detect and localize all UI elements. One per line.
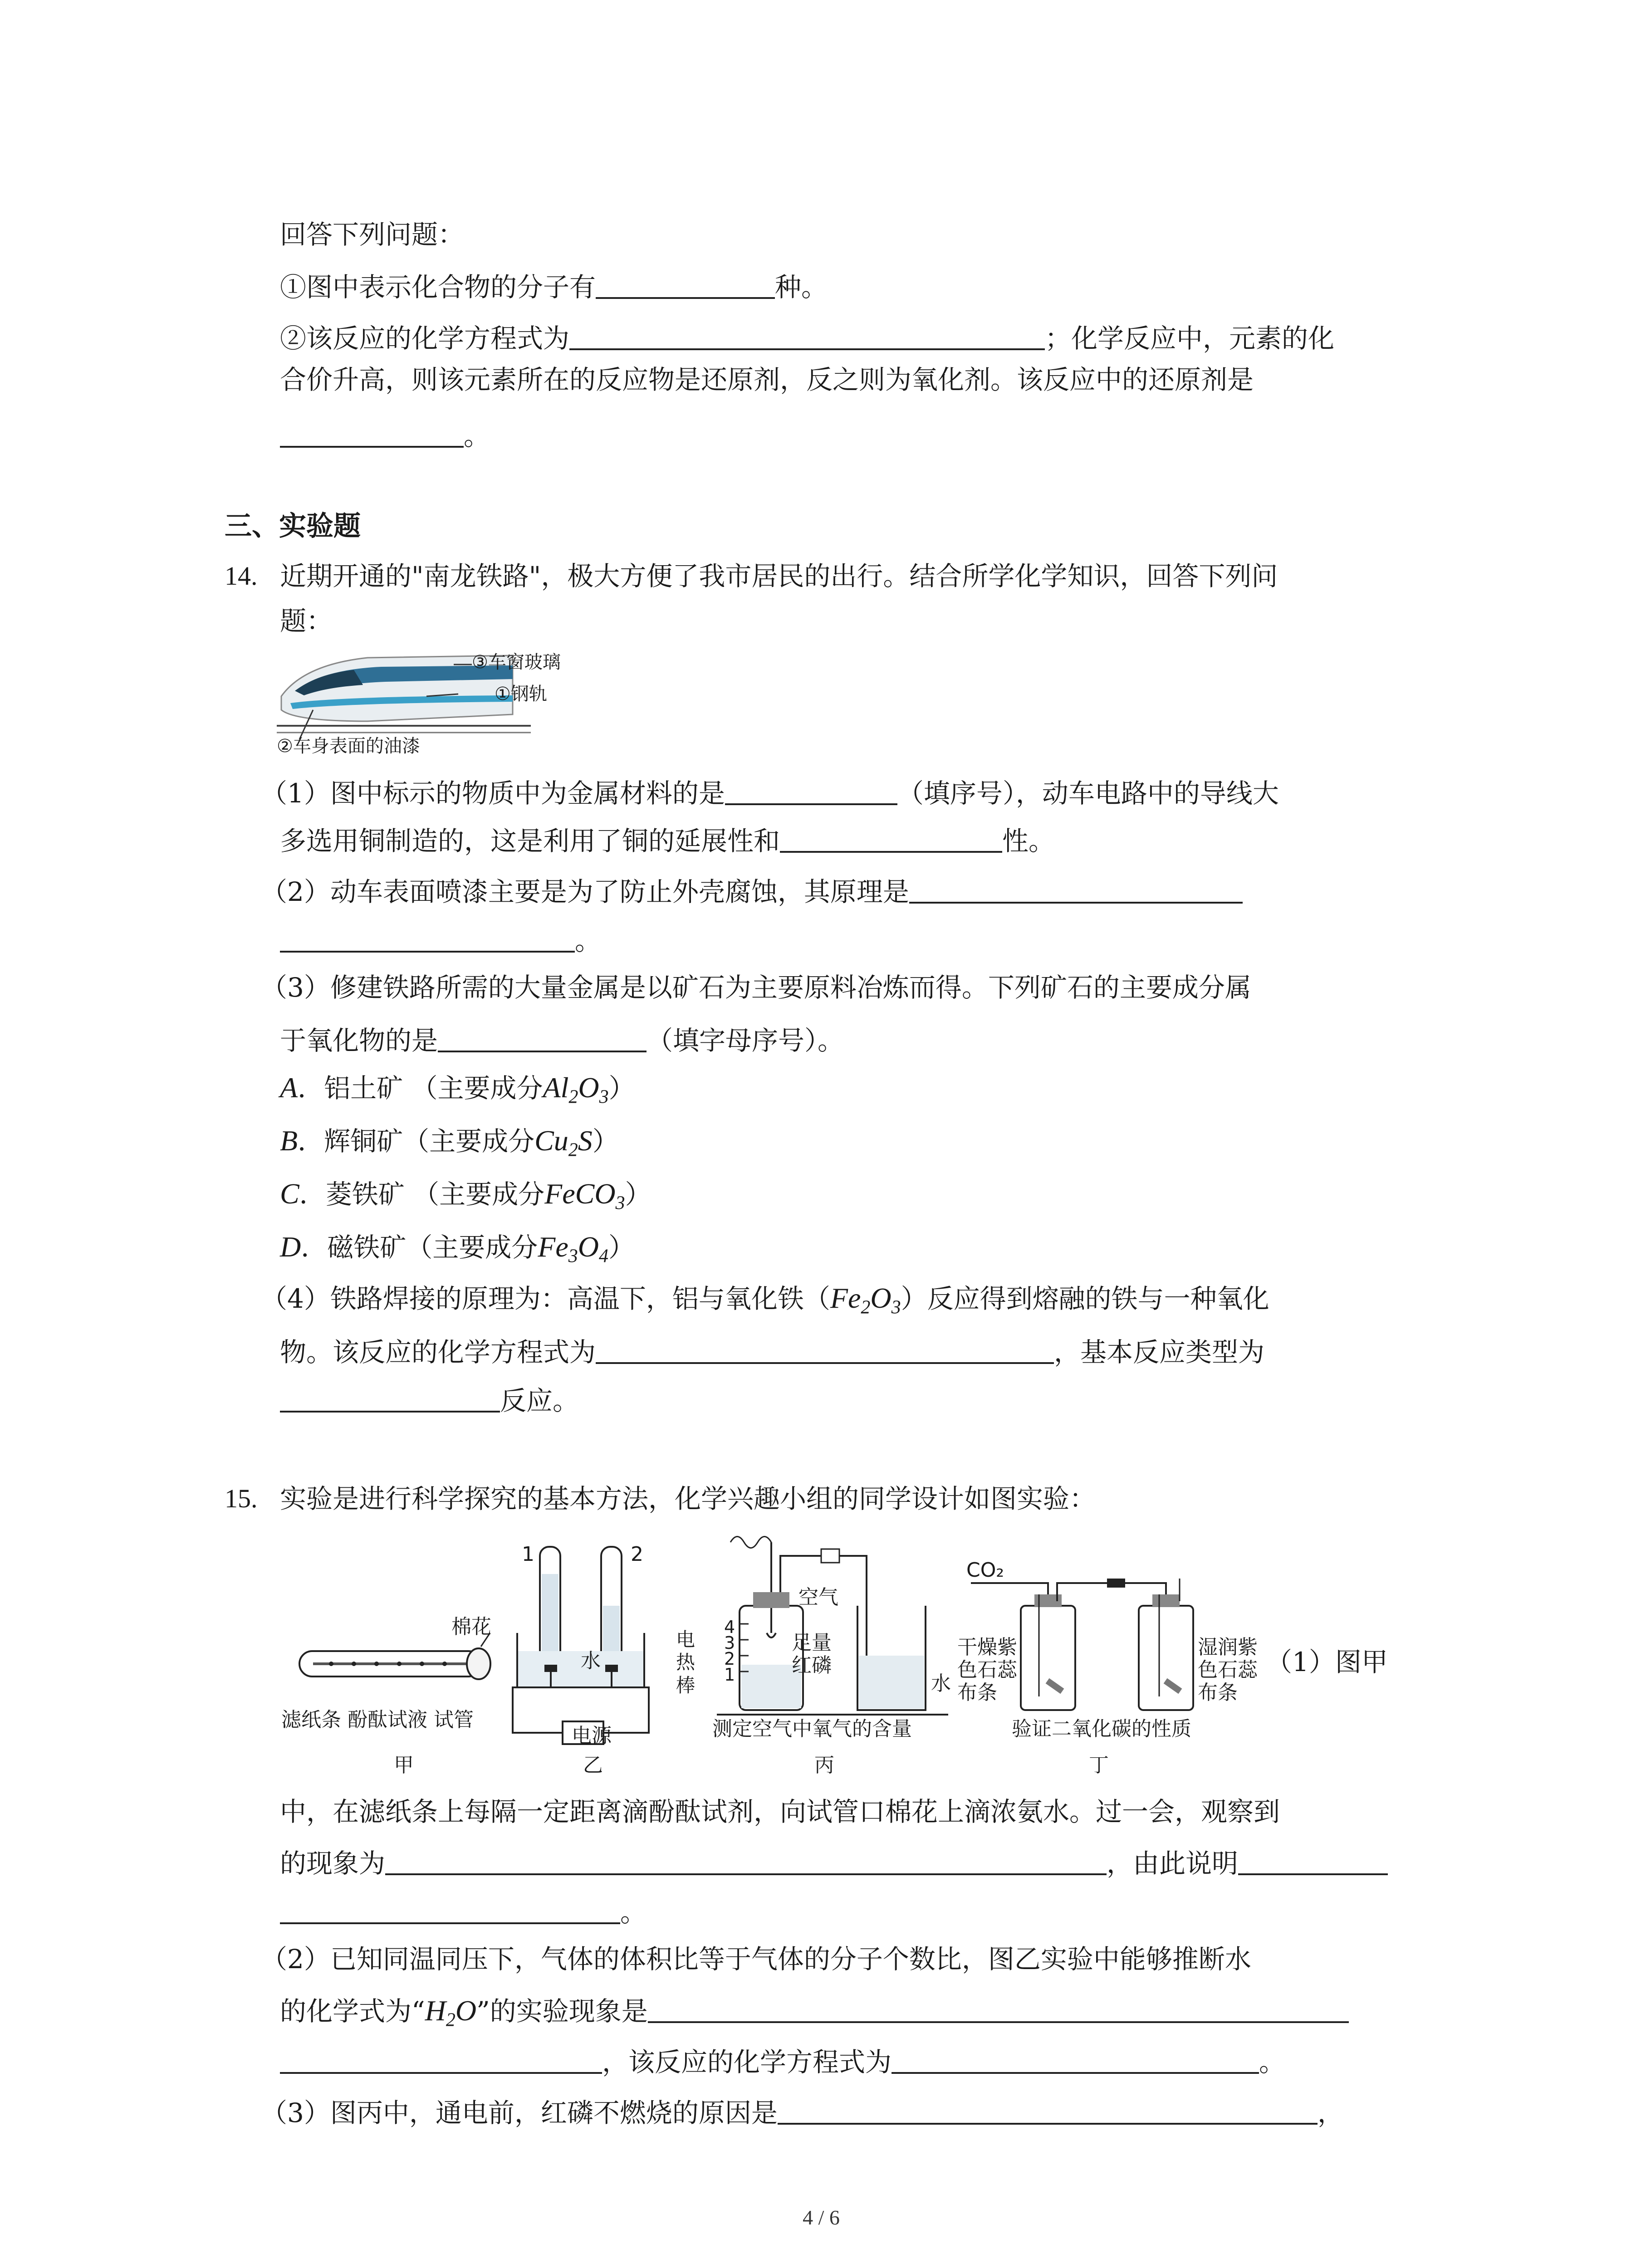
- q13-intro: 回答下列问题：: [280, 219, 465, 250]
- yi-tube2-label: 2: [631, 1543, 643, 1566]
- q13-line2: ②该反应的化学方程式为 ；化学反应中，元素的化: [280, 323, 1335, 354]
- answer-blank[interactable]: [385, 1847, 1107, 1875]
- answer-blank[interactable]: [280, 420, 464, 448]
- ding-wet-label-1: 湿润紫: [1198, 1636, 1258, 1659]
- jia-labels: 滤纸条 酚酞试液 试管: [281, 1708, 474, 1731]
- bing-caption: 测定空气中氧气的含量: [712, 1717, 912, 1740]
- answer-blank[interactable]: [280, 1384, 500, 1413]
- answer-blank[interactable]: [280, 924, 575, 953]
- q15-s1c: 。: [280, 1896, 647, 1926]
- q15-s2a: （2）已知同温同压下，气体的体积比等于气体的分子个数比，图乙实验中能够推断水: [261, 1944, 1251, 1975]
- answer-blank[interactable]: [778, 2097, 1318, 2125]
- ding-co2-label: CO₂: [966, 1559, 1004, 1582]
- q14-s2b: 。: [280, 924, 601, 954]
- yi-water-label: 水: [581, 1649, 601, 1672]
- yi-tube1-label: 1: [522, 1543, 534, 1566]
- yi-name: 乙: [583, 1754, 603, 1777]
- q14-stem-line2: 题：: [280, 606, 333, 636]
- q14-s2: （2）动车表面喷漆主要是为了防止外壳腐蚀，其原理是: [261, 875, 1243, 905]
- q13-line3: 合价升高，则该元素所在的反应物是还原剂，反之则为氧化剂。该反应中的还原剂是: [280, 364, 1254, 395]
- q14-s4b: 物。该反应的化学方程式为 ，基本反应类型为: [280, 1337, 1265, 1368]
- q15-s1a: 中，在滤纸条上每隔一定距离滴酚酞试剂，向试管口棉花上滴浓氨水。过一会，观察到: [280, 1796, 1280, 1827]
- q15-s2b: 的化学式为“$H_2O$”的实验现象是: [280, 1995, 1349, 2030]
- answer-blank[interactable]: [1238, 1847, 1388, 1875]
- q14-s4c: 反应。: [280, 1384, 579, 1414]
- ding-dry-label-1: 干燥紫: [957, 1636, 1017, 1659]
- yi-power-label: 电源: [572, 1724, 612, 1747]
- q15-number: 15.: [225, 1484, 258, 1513]
- bing-mark-4: 4: [724, 1617, 735, 1637]
- q14-stem-line1: 近期开通的"南龙铁路"，极大方便了我市居民的出行。结合所学化学知识，回答下列问: [280, 561, 1278, 591]
- answer-blank[interactable]: [569, 322, 1045, 350]
- figure-bing: [712, 1529, 957, 1728]
- train-label-glass: ③车窗玻璃: [472, 652, 561, 673]
- q14-s1b: 多选用铜制造的，这是利用了铜的延展性和 性。: [280, 826, 1055, 856]
- bing-water-label: 水: [931, 1672, 951, 1695]
- q14-s3: （3）修建铁路所需的大量金属是以矿石为主要原料冶炼而得。下列矿石的主要成分属: [261, 972, 1251, 1003]
- answer-blank[interactable]: [438, 1024, 647, 1052]
- answer-blank[interactable]: [596, 1336, 1054, 1364]
- q14-s4: （4）铁路焊接的原理为：高温下，铝与氧化铁$(Fe_2O_3)$反应得到熔融的铁与一种氧化: [261, 1282, 1269, 1318]
- bing-mark-1: 1: [724, 1665, 735, 1685]
- jia-name: 甲: [394, 1754, 414, 1777]
- q15-stem: 实验是进行科学探究的基本方法，化学兴趣小组的同学设计如图实验：: [280, 1483, 1096, 1514]
- jia-cotton-label: 棉花: [451, 1615, 491, 1638]
- answer-blank[interactable]: [892, 2046, 1259, 2074]
- ding-dry-label-3: 布条: [957, 1681, 997, 1704]
- option-c: C．菱铁矿 （主要成分FeCO$_3$）: [280, 1178, 652, 1214]
- ding-name: 丁: [1089, 1754, 1109, 1777]
- bing-rod-label: 电热棒: [676, 1628, 696, 1696]
- bing-air-label: 空气: [798, 1586, 838, 1609]
- answer-blank[interactable]: [280, 2046, 602, 2074]
- bing-phos-label-2: 红磷: [792, 1654, 832, 1677]
- page-number: 4 / 6: [803, 2206, 840, 2229]
- q15-s1-start: （1）图甲: [1266, 1647, 1388, 1677]
- q13-line4: 。: [280, 420, 490, 449]
- q15-s1b: 的现象为 ，由此说明: [280, 1847, 1388, 1877]
- bing-name: 丙: [814, 1754, 834, 1777]
- answer-blank[interactable]: [780, 825, 1002, 853]
- ding-caption: 验证二氧化碳的性质: [1012, 1717, 1191, 1740]
- q14-number: 14.: [225, 561, 258, 591]
- option-b: B．辉铜矿（主要成分$Cu_2S$）: [280, 1124, 619, 1161]
- q15-s3: （3）图丙中，通电前，红磷不燃烧的原因是 ，: [261, 2097, 1344, 2128]
- q14-s3b: 于氧化物的是 （填字母序号）。: [280, 1025, 844, 1056]
- option-a: A．铝土矿 （主要成分$Al_2O_3$）: [280, 1071, 635, 1108]
- bing-mark-2: 2: [724, 1649, 735, 1669]
- answer-blank[interactable]: [280, 1896, 620, 1924]
- ding-dry-label-2: 色石蕊: [957, 1658, 1017, 1681]
- q14-s1: （1）图中标示的物质中为金属材料的是 （填序号），动车电路中的导线大: [261, 778, 1279, 809]
- train-label-paint: ②车身表面的油漆: [277, 736, 420, 757]
- option-d: D．磁铁矿（主要成分$Fe_3O_4$）: [280, 1231, 635, 1267]
- q13-line1: ①图中表示化合物的分子有 种。: [280, 272, 828, 303]
- q15-s2c: ，该反应的化学方程式为 。: [280, 2046, 1285, 2075]
- section-title: 三、实验题: [225, 510, 361, 542]
- answer-blank[interactable]: [909, 875, 1243, 904]
- train-label-rail: ①钢轨: [495, 684, 547, 704]
- bing-mark-3: 3: [724, 1633, 735, 1653]
- answer-blank[interactable]: [648, 1995, 1349, 2023]
- ding-wet-label-3: 布条: [1198, 1681, 1238, 1704]
- ding-wet-label-2: 色石蕊: [1198, 1658, 1258, 1681]
- bing-phos-label-1: 足量: [792, 1631, 832, 1654]
- answer-blank[interactable]: [725, 777, 897, 805]
- answer-blank[interactable]: [596, 271, 775, 299]
